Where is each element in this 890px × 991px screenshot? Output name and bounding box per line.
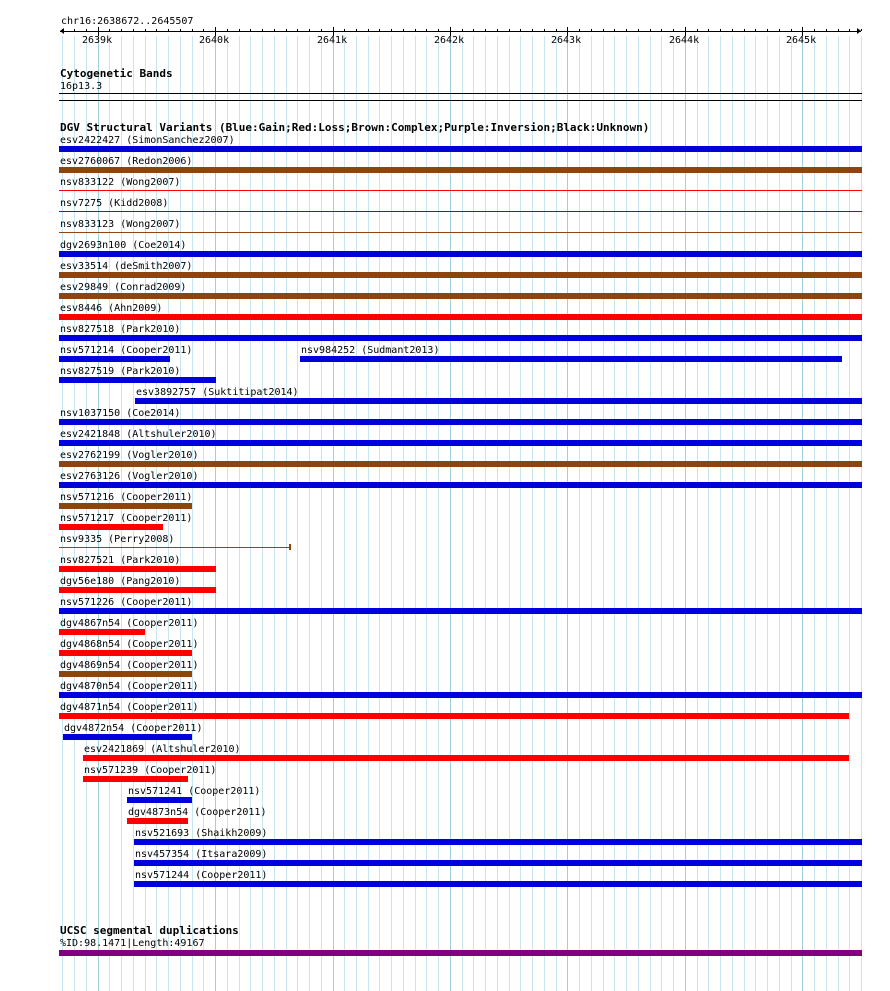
dgv-feature-bar[interactable]	[59, 587, 216, 593]
dgv-feature-label[interactable]: dgv4869n54 (Cooper2011)	[60, 660, 199, 671]
cytoband-upper-line	[59, 93, 862, 94]
ruler-minor-tick	[379, 29, 380, 31]
dgv-feature-bar[interactable]	[59, 440, 862, 446]
ruler-minor-tick	[286, 29, 287, 31]
ruler-tick-label: 2639k	[82, 35, 113, 46]
dgv-feature-label[interactable]: esv2422427 (SimonSanchez2007)	[60, 135, 235, 146]
ruler-minor-tick	[556, 29, 557, 31]
ruler-minor-tick	[391, 29, 392, 31]
dgv-feature-bar[interactable]	[59, 232, 862, 233]
dgv-feature-bar[interactable]	[300, 356, 842, 362]
dgv-feature-label[interactable]: nsv827518 (Park2010)	[60, 324, 181, 335]
ruler-minor-tick	[180, 29, 181, 31]
ruler-minor-tick	[227, 29, 228, 31]
dgv-feature-label[interactable]: dgv4873n54 (Cooper2011)	[128, 807, 267, 818]
dgv-feature-bar[interactable]	[83, 776, 188, 782]
ruler-minor-tick	[239, 29, 240, 31]
ruler-minor-tick	[321, 29, 322, 31]
ruler-minor-tick	[532, 29, 533, 31]
dgv-feature-label[interactable]: dgv4871n54 (Cooper2011)	[60, 702, 199, 713]
ruler-minor-tick	[614, 29, 615, 31]
ruler-minor-tick	[520, 29, 521, 31]
dgv-feature-bar[interactable]	[134, 839, 862, 845]
ruler-minor-tick	[791, 29, 792, 31]
dgv-feature-label[interactable]: esv2762199 (Vogler2010)	[60, 450, 199, 461]
ruler-tick-label: 2641k	[317, 35, 348, 46]
region-label: chr16:2638672..2645507	[61, 16, 194, 27]
ruler-minor-tick	[861, 29, 862, 31]
dgv-feature-label[interactable]: esv8446 (Ahn2009)	[60, 303, 163, 314]
dgv-feature-bar[interactable]	[59, 314, 862, 320]
ruler-minor-tick	[168, 29, 169, 31]
cytoband-lower-line	[59, 100, 862, 101]
ruler-minor-tick	[192, 29, 193, 31]
ruler-minor-tick	[74, 29, 75, 31]
dgv-feature-bar[interactable]	[63, 734, 192, 740]
dgv-feature-label[interactable]: nsv457354 (Itsara2009)	[135, 849, 268, 860]
ruler-minor-tick	[509, 29, 510, 31]
dgv-feature-bar[interactable]	[135, 398, 862, 404]
ruler-right-arrow	[857, 28, 861, 34]
dgv-feature-label[interactable]: nsv9335 (Perry2008)	[60, 534, 175, 545]
dgv-feature-bar[interactable]	[59, 503, 192, 509]
ruler-minor-tick	[368, 29, 369, 31]
dgv-feature-label[interactable]: nsv1037150 (Coe2014)	[60, 408, 181, 419]
dgv-feature-end-cap	[289, 544, 291, 550]
ruler-minor-tick	[626, 29, 627, 31]
ruler-minor-tick	[849, 29, 850, 31]
dgv-feature-label[interactable]: esv2760067 (Redon2006)	[60, 156, 193, 167]
ruler-minor-tick	[415, 29, 416, 31]
dgv-feature-bar[interactable]	[127, 818, 188, 824]
dgv-feature-bar[interactable]	[59, 335, 862, 341]
ruler-tick-label: 2645k	[786, 35, 817, 46]
ruler-minor-tick	[779, 29, 780, 31]
ruler-minor-tick	[250, 29, 251, 31]
ruler-minor-tick	[767, 29, 768, 31]
ruler-tick-label: 2642k	[434, 35, 465, 46]
dgv-feature-label[interactable]: nsv827519 (Park2010)	[60, 366, 181, 377]
dgv-feature-label[interactable]: esv33514 (deSmith2007)	[60, 261, 193, 272]
dgv-feature-label[interactable]: dgv4870n54 (Cooper2011)	[60, 681, 199, 692]
dgv-feature-bar[interactable]	[59, 566, 216, 572]
ruler-minor-tick	[591, 29, 592, 31]
dgv-feature-label[interactable]: nsv571239 (Cooper2011)	[84, 765, 217, 776]
dgv-feature-label[interactable]: dgv2693n100 (Coe2014)	[60, 240, 187, 251]
dgv-feature-label[interactable]: esv3892757 (Suktitipat2014)	[136, 387, 299, 398]
dgv-feature-bar[interactable]	[59, 190, 862, 191]
dgv-feature-label[interactable]: esv2421869 (Altshuler2010)	[84, 744, 241, 755]
dgv-feature-label[interactable]: nsv571241 (Cooper2011)	[128, 786, 261, 797]
dgv-feature-label[interactable]: esv29849 (Conrad2009)	[60, 282, 187, 293]
dgv-feature-label[interactable]: nsv521693 (Shaikh2009)	[135, 828, 268, 839]
ruler-tick-label: 2644k	[669, 35, 700, 46]
dgv-feature-label[interactable]: nsv571217 (Cooper2011)	[60, 513, 193, 524]
dgv-feature-label[interactable]: dgv4872n54 (Cooper2011)	[64, 723, 203, 734]
dgv-feature-bar[interactable]	[134, 881, 862, 887]
dgv-feature-bar[interactable]	[59, 167, 862, 173]
ruler-minor-tick	[86, 29, 87, 31]
dgv-feature-bar[interactable]	[59, 692, 862, 698]
ruler-axis	[60, 31, 861, 32]
ruler-minor-tick	[344, 29, 345, 31]
dgv-feature-label[interactable]: nsv571216 (Cooper2011)	[60, 492, 193, 503]
dgv-feature-label[interactable]: dgv56e180 (Pang2010)	[60, 576, 181, 587]
ruler-minor-tick	[145, 29, 146, 31]
dgv-feature-bar[interactable]	[59, 272, 862, 278]
dgv-feature-bar[interactable]	[59, 461, 862, 467]
ruler-minor-tick	[661, 29, 662, 31]
dgv-feature-label[interactable]: dgv4867n54 (Cooper2011)	[60, 618, 199, 629]
dgv-feature-label[interactable]: esv2763126 (Vogler2010)	[60, 471, 199, 482]
ruler-tick-label: 2643k	[551, 35, 582, 46]
ruler-minor-tick	[638, 29, 639, 31]
cytoband-label[interactable]: 16p13.3	[60, 81, 103, 92]
ruler-minor-tick	[309, 29, 310, 31]
ruler-minor-tick	[121, 29, 122, 31]
dgv-feature-bar[interactable]	[59, 650, 192, 656]
ruler-minor-tick	[203, 29, 204, 31]
ruler-minor-tick	[838, 29, 839, 31]
segdup-track-title: UCSC segmental duplications	[60, 924, 239, 937]
ruler-minor-tick	[262, 29, 263, 31]
cytoband-track-title: Cytogenetic Bands	[60, 67, 173, 80]
ruler-minor-tick	[544, 29, 545, 31]
dgv-feature-bar[interactable]	[59, 629, 145, 635]
dgv-feature-bar[interactable]	[59, 146, 862, 152]
ruler-minor-tick	[744, 29, 745, 31]
ruler-minor-tick	[356, 29, 357, 31]
ruler-minor-tick	[579, 29, 580, 31]
dgv-feature-bar[interactable]	[59, 251, 862, 257]
dgv-feature-label[interactable]: nsv833122 (Wong2007)	[60, 177, 181, 188]
ruler-minor-tick	[497, 29, 498, 31]
dgv-feature-bar[interactable]	[83, 755, 849, 761]
dgv-feature-bar[interactable]	[59, 671, 192, 677]
dgv-feature-bar[interactable]	[59, 547, 289, 548]
ruler-minor-tick	[673, 29, 674, 31]
dgv-feature-bar[interactable]	[59, 524, 163, 530]
dgv-feature-bar[interactable]	[127, 797, 192, 803]
dgv-feature-label[interactable]: nsv827521 (Park2010)	[60, 555, 181, 566]
dgv-feature-label[interactable]: nsv7275 (Kidd2008)	[60, 198, 169, 209]
ruler-minor-tick	[720, 29, 721, 31]
ruler-minor-tick	[603, 29, 604, 31]
ruler-minor-tick	[403, 29, 404, 31]
ruler-minor-tick	[297, 29, 298, 31]
ruler-tick-label: 2640k	[199, 35, 230, 46]
ruler-minor-tick	[109, 29, 110, 31]
dgv-feature-bar[interactable]	[59, 713, 849, 719]
ruler-minor-tick	[133, 29, 134, 31]
ruler-minor-tick	[826, 29, 827, 31]
dgv-feature-label[interactable]: dgv4868n54 (Cooper2011)	[60, 639, 199, 650]
dgv-feature-bar[interactable]	[59, 293, 862, 299]
ruler-minor-tick	[697, 29, 698, 31]
ruler-left-arrow	[60, 28, 64, 34]
segdup-label[interactable]: %ID:98.1471|Length:49167	[60, 938, 205, 949]
dgv-feature-bar[interactable]	[59, 377, 216, 383]
ruler-minor-tick	[650, 29, 651, 31]
dgv-feature-bar[interactable]	[59, 608, 862, 614]
ruler-minor-tick	[462, 29, 463, 31]
ruler-minor-tick	[732, 29, 733, 31]
dgv-track-title: DGV Structural Variants (Blue:Gain;Red:Loss;Brown:Complex;Purple:Inversion;Black:Unknown)	[60, 121, 650, 134]
ruler-minor-tick	[814, 29, 815, 31]
dgv-feature-label[interactable]: nsv571214 (Cooper2011)	[60, 345, 193, 356]
dgv-feature-label[interactable]: nsv833123 (Wong2007)	[60, 219, 181, 230]
ruler-minor-tick	[156, 29, 157, 31]
dgv-feature-bar[interactable]	[59, 211, 862, 212]
dgv-feature-bar[interactable]	[59, 419, 862, 425]
dgv-feature-label[interactable]: nsv571226 (Cooper2011)	[60, 597, 193, 608]
dgv-feature-bar[interactable]	[59, 482, 862, 488]
ruler-minor-tick	[274, 29, 275, 31]
ruler-minor-tick	[426, 29, 427, 31]
dgv-feature-bar[interactable]	[59, 356, 170, 362]
ruler-minor-tick	[708, 29, 709, 31]
ruler-minor-tick	[438, 29, 439, 31]
ruler-minor-tick	[755, 29, 756, 31]
dgv-feature-label[interactable]: nsv571244 (Cooper2011)	[135, 870, 268, 881]
dgv-feature-bar[interactable]	[134, 860, 862, 866]
ruler-minor-tick	[473, 29, 474, 31]
dgv-feature-label[interactable]: esv2421848 (Altshuler2010)	[60, 429, 217, 440]
segdup-bar[interactable]	[59, 950, 862, 956]
dgv-feature-label[interactable]: nsv984252 (Sudmant2013)	[301, 345, 440, 356]
ruler-minor-tick	[485, 29, 486, 31]
